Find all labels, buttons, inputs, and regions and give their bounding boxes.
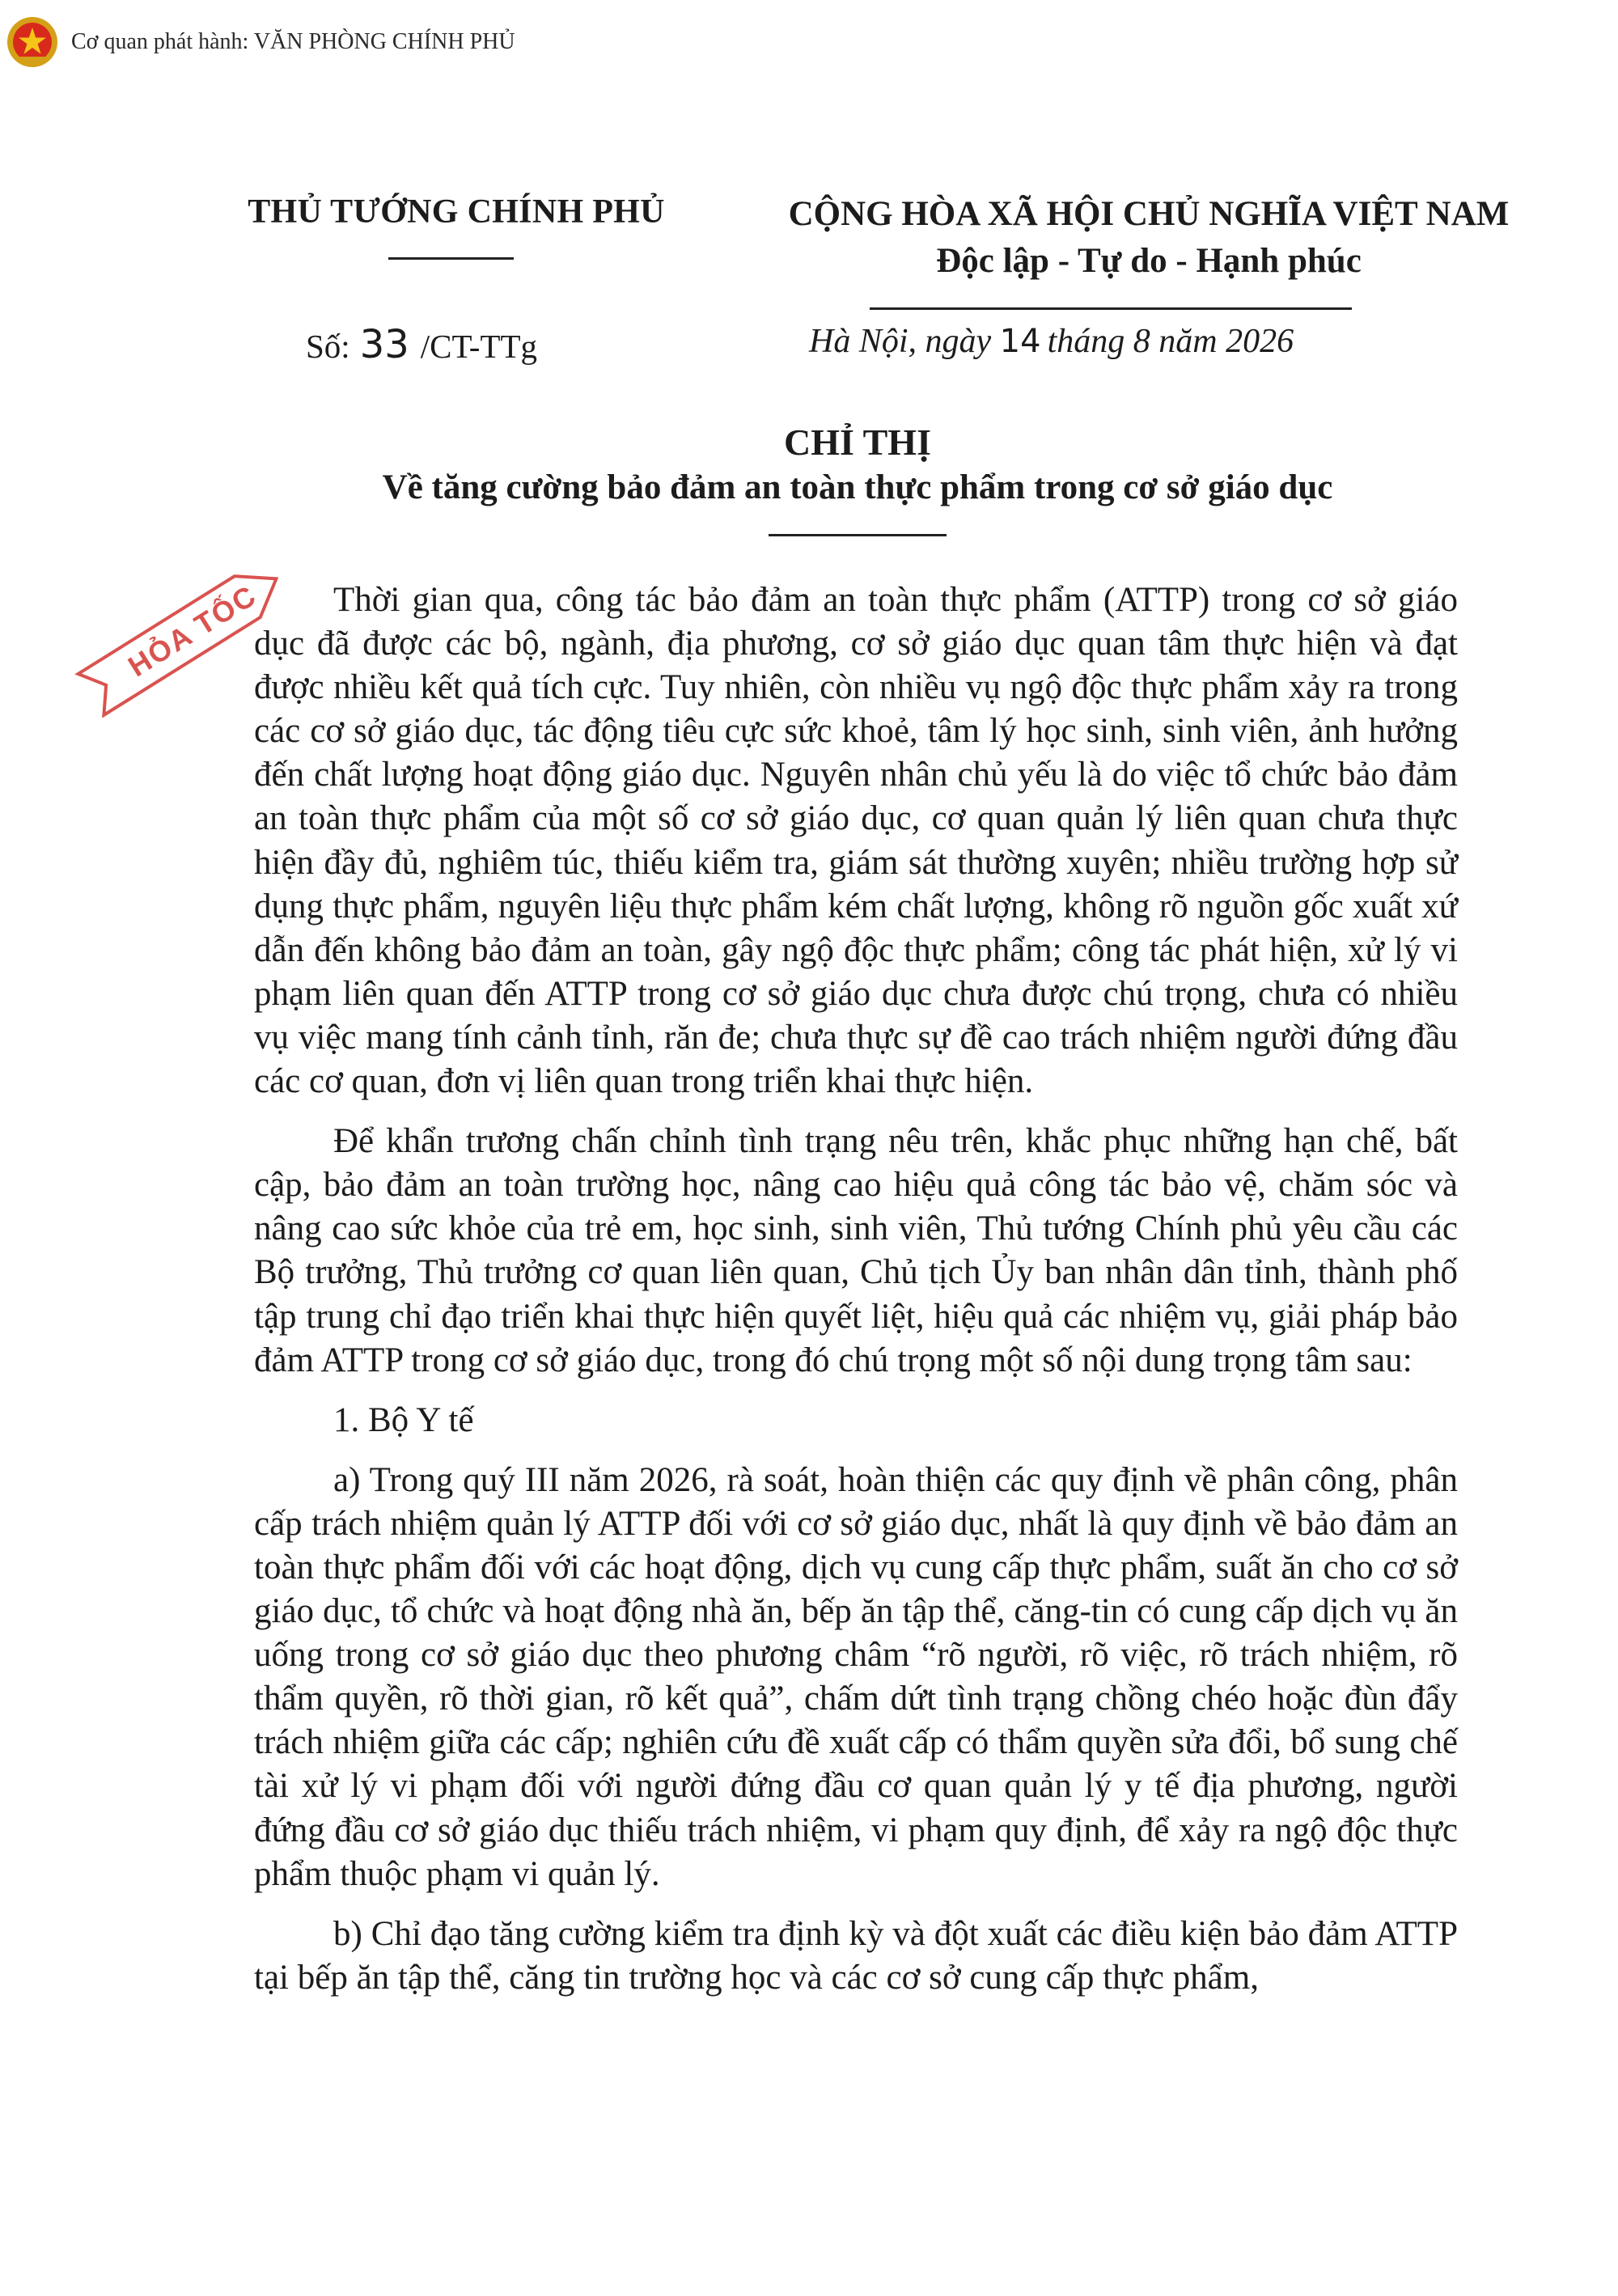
top-banner — [5, 11, 515, 73]
paragraph-item-b: b) Chỉ đạo tăng cường kiểm tra định kỳ và đột xuất các điều kiện bảo đảm ATTP tại bếp ăn tập thể, căng tin trường học và các cơ sở cung cấp thực phẩm, — [254, 1914, 1458, 1997]
document-subject: Về tăng cường bảo đảm an toàn thực phẩm trong cơ sở giáo dục — [382, 468, 1333, 506]
number-prefix: Số: — [306, 328, 350, 365]
document-body — [254, 578, 1458, 2000]
national-motto: Độc lập - Tự do - Hạnh phúc — [936, 242, 1362, 280]
paragraph-intro: Thời gian qua, công tác bảo đảm an toàn thực phẩm (ATTP) trong cơ sở giáo dục đã được các bộ, ngành, địa phương, cơ sở giáo dục quan tâm thực hiện và đạt được nhiều kết quả tích cực. Tuy nhiên, còn nhiều vụ ngộ độc thực phẩm xảy ra trong các cơ sở giáo dục, tác động tiêu cực sức khoẻ, tâm lý học sinh, sinh viên, ảnh hưởng đến chất lượng hoạt động giáo dục. Nguyên nhân chủ yếu là do việc tổ chức bảo đảm an toàn thực phẩm của một số cơ sở giáo dục, cơ quan quản lý liên quan chưa thực hiện đầy đủ, nghiêm túc, thiếu kiểm tra, giám sát thường xuyên; nhiều trường hợp sử dụng thực phẩm, nguyên liệu thực phẩm kém chất lượng, không rõ nguồn gốc xuất xứ dẫn đến không bảo đảm an toàn, gây ngộ độc thực phẩm; công tác phát hiện, xử lý vi phạm liên quan đến ATTP trong cơ sở giáo dục chưa được chú trọng, chưa có nhiều vụ việc mang tính cảnh tỉnh, răn đe; chưa thực sự đề cao trách nhiệm người đứng đầu các cơ quan, đơn vị liên quan trong triển khai thực hiện. — [254, 581, 1458, 1101]
date-line — [809, 322, 1618, 361]
date-place: Hà Nội, ngày — [809, 323, 992, 360]
agency-divider — [388, 257, 514, 260]
publisher-label: Cơ quan phát hành: VĂN PHÒNG CHÍNH PHỦ — [71, 29, 515, 54]
national-title: CỘNG HÒA XÃ HỘI CHỦ NGHĨA VIỆT NAM — [788, 195, 1510, 233]
stamp-label: HỎA TỐC — [122, 578, 263, 684]
paragraph-directive: Để khẩn trương chấn chỉnh tình trạng nêu trên, khắc phục những hạn chế, bất cập, bảo đảm an toàn trường học, nâng cao hiệu quả công tác bảo vệ, chăm sóc và nâng cao sức khỏe của trẻ em, học sinh, sinh viên, Thủ tướng Chính phủ yêu cầu các Bộ trưởng, Thủ trưởng cơ quan liên quan, Chủ tịch Ủy ban nhân dân tỉnh, thành phố tập trung chỉ đạo triển khai thực hiện quyết liệt, hiệu quả các nhiệm vụ, giải pháp bảo đảm ATTP trong cơ sở giáo dục, trong đó chú trọng một số nội dung trọng tâm sau: — [254, 1122, 1458, 1379]
section-heading-ministry-of-health: 1. Bộ Y tế — [333, 1400, 474, 1439]
date-rest: tháng 8 năm 2026 — [1047, 323, 1294, 360]
number-value: 33 — [359, 322, 409, 367]
document-number — [306, 322, 537, 367]
national-emblem-icon — [5, 15, 60, 70]
issuing-agency: THỦ TƯỚNG CHÍNH PHỦ — [248, 193, 665, 231]
date-day: 14 — [999, 323, 1041, 360]
motto-divider — [870, 307, 1352, 310]
paragraph-item-a: a) Trong quý III năm 2026, rà soát, hoàn thiện các quy định về phân công, phân cấp trách nhiệm quản lý ATTP đối với cơ sở giáo dục, nhất là quy định về bảo đảm an toàn thực phẩm đối với các hoạt động, dịch vụ cung cấp thực phẩm, suất ăn cho cơ sở giáo dục, tổ chức và hoạt động nhà ăn, bếp ăn tập thể, căng-tin có cung cấp dịch vụ ăn uống trong cơ sở giáo dục theo phương châm “rõ người, rõ việc, rõ trách nhiệm, rõ thẩm quyền, rõ thời gian, rõ kết quả”, chấm dứt tình trạng chồng chéo hoặc đùn đẩy trách nhiệm giữa các cấp; nghiên cứu đề xuất cấp có thẩm quyền sửa đổi, bổ sung chế tài xử lý vi phạm đối với người đứng đầu cơ quan quản lý y tế địa phương, người đứng đầu cơ sở giáo dục thiếu trách nhiệm, vi phạm quy định, để xảy ra ngộ độc thực phẩm thuộc phạm vi quản lý. — [254, 1460, 1458, 1893]
subject-divider — [769, 534, 947, 536]
document-type: CHỈ THỊ — [784, 421, 931, 463]
number-suffix: /CT-TTg — [420, 328, 538, 365]
